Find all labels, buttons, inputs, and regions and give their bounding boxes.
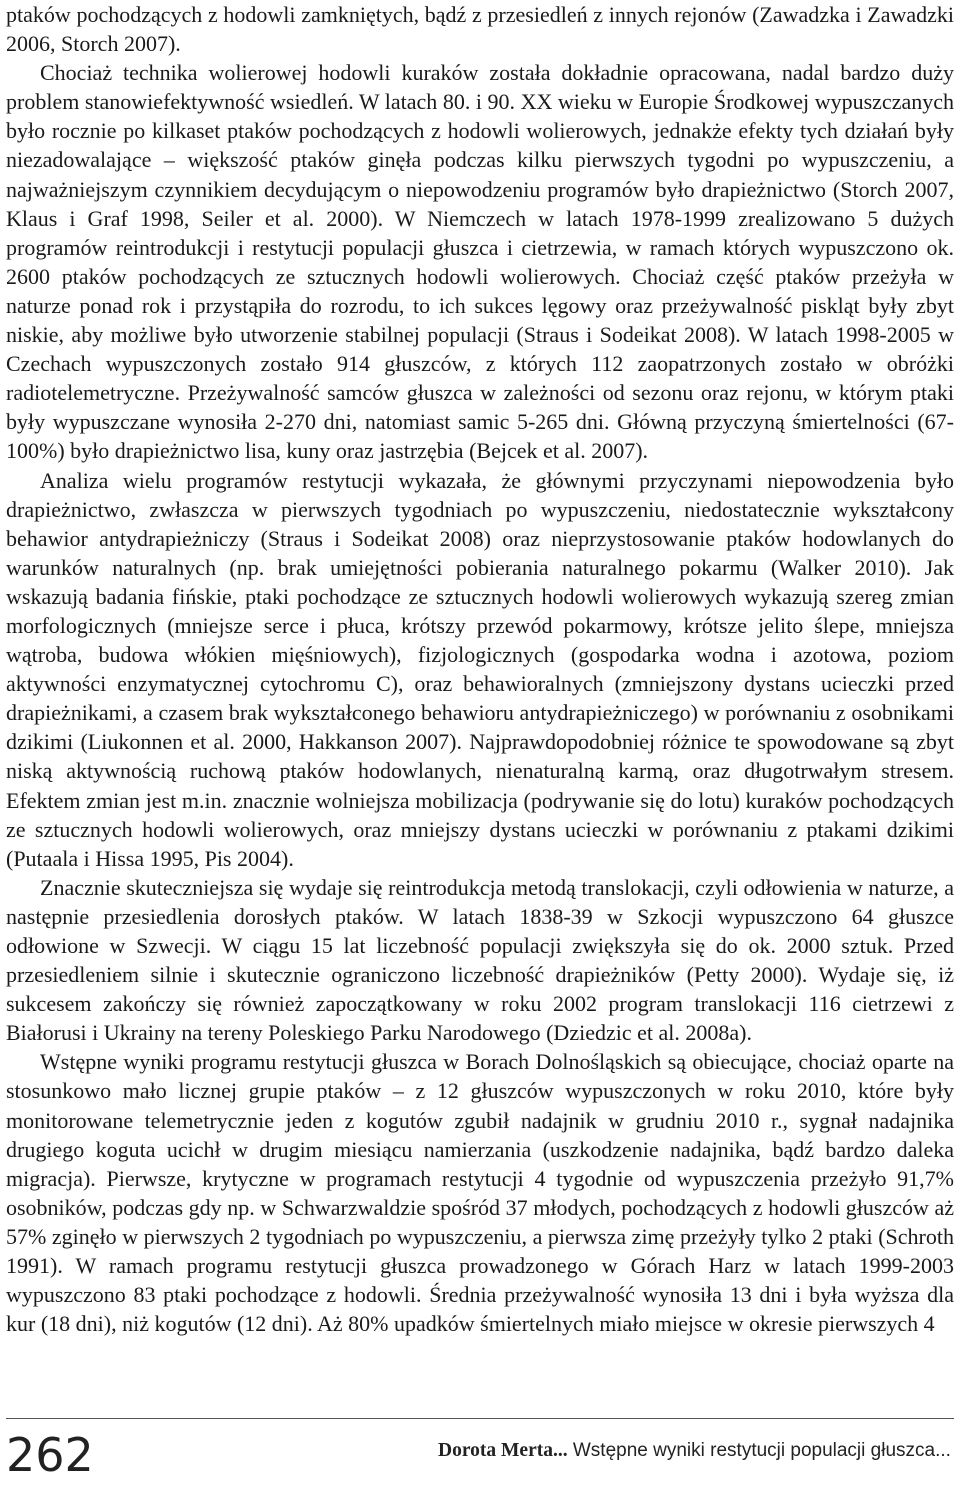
paragraph: Znacznie skuteczniejsza się wydaje się reintrodukcja metodą translokacji, czyli odłowienia w naturze, a następnie przesiedlenia dorosłych ptaków. W latach 1838-39 w Szkocji wypuszczono 64 głuszce odłowione w Szwecji. W ciągu 15 lat liczebność populacji zwiększyła się do ok. 2000 sztuk. Przed przesiedleniem silnie i skutecznie ograniczono liczebność drapieżników (Petty 2000). Wydaje się, iż sukcesem zakończy się również zapoczątkowany w roku 2002 program translokacji 116 cietrzewi z Białorusi i Ukrainy na tereny Poleskiego Parku Narodowego (Dziedzic et al. 2008a). xyxy=(6,874,954,1046)
paragraph-continuation: ptaków pochodzących z hodowli zamkniętych, bądź z przesiedleń z innych rejonów (Zawadzka i Zawadzki 2006, Storch 2007). xyxy=(6,2,954,57)
running-footer xyxy=(438,1440,951,1462)
paragraph: Chociaż technika wolierowej hodowli kuraków została dokładnie opracowana, nadal bardzo duży problem stanowiefektywność wsiedleń. W latach 80. i 90. XX wieku w Europie Środkowej wypuszczanych było rocznie po kilkaset ptaków pochodzących z hodowli wolierowych, jednakże efekty tych działań były niezadowalające – większość ptaków ginęła podczas kilku pierwszych tygodni po wypuszczeniu, a najważniejszym czynnikiem decydującym o niepowodzeniu programów było drapieżnictwo (Storch 2007, Klaus i Graf 1998, Seiler et al. 2000). W Niemczech w latach 1978-1999 zrealizowano 5 dużych programów reintrodukcji i restytucji populacji głuszca i cietrzewia, w ramach których wypuszczono ok. 2600 ptaków pochodzących ze sztucznych hodowli wolierowych. Chociaż część ptaków przeżyła w naturze ponad rok i przystąpiła do rozrodu, to ich sukces lęgowy oraz przeżywalność piskląt były zbyt niskie, aby możliwe było utworzenie stabilnej populacji (Straus i Sodeikat 2008). W latach 1998-2005 w Czechach wypuszczonych zostało 914 głuszców, z których 112 zaopatrzonych zostało w obróżki radiotelemetryczne. Przeżywalność samców głuszca w zależności od sezonu oraz rejonu, w którym ptaki były wypuszczane wynosiła 2-270 dni, natomiast samic 5-265 dni. Główną przyczyną śmiertelności (67-100%) było drapieżnictwo lisa, kuny oraz jastrzębia (Bejcek et al. 2007). xyxy=(6,60,954,464)
paragraph: Wstępne wyniki programu restytucji głuszca w Borach Dolnośląskich są obiecujące, chociaż oparte na stosunkowo mało licznej grupie ptaków – z 12 głuszców wypuszczonych w roku 2010, które były monitorowane telemetrycznie jeden z kogutów zgubił nadajnik w grudniu 2010 r., sygnał nadajnika drugiego koguta ucichł w drugim miesiącu namierzania (uszkodzenie nadajnika, bądź bardzo daleka migracja). Pierwsze, krytyczne w programach restytucji 4 tygodnie od wypuszczenia przeżyło 91,7% osobników, podczas gdy np. w Schwarzwaldzie spośród 37 młodych, pochodzących z hodowli głuszców aż 57% zginęło w pierwszych 2 tygodniach po wypuszczeniu, a pierwsza zimę przeżyły tylko 2 ptaki (Schroth 1991). W ramach programu restytucji głuszca prowadzonego w Górach Harz w latach 1999-2003 wypuszczono 83 ptaki pochodzące z hodowli. Średnia przeżywalność wynosiła 13 dni i była wyższa dla kur (18 dni), niż kogutów (12 dni). Aż 80% upadków śmiertelnych miało miejsce w okresie pierwszych 4 xyxy=(6,1049,954,1337)
page-number: 262 xyxy=(6,1428,94,1482)
paragraph: Analiza wielu programów restytucji wykazała, że głównymi przyczynami niepowodzenia było drapieżnictwo, zwłaszcza w pierwszych tygodniach po wypuszczeniu, niedostatecznie wykształcony behawior antydrapieżniczy (Straus i Sodeikat 2008) oraz nieprzystosowanie ptaków hodowlanych do warunków naturalnych (np. brak umiejętności pobierania naturalnego pokarmu (Walker 2010). Jak wskazują badania fińskie, ptaki pochodzące ze sztucznych hodowli wolierowych wykazują szereg zmian morfologicznych (mniejsze serce i płuca, krótszy przewód pokarmowy, krótsze jelito ślepe, mniejsza wątroba, budowa włókien mięśniowych), fizjologicznych (gospodarka wodna i azotowa, poziom aktywności enzymatycznej cytochromu C), oraz behawioralnych (zmniejszony dystans ucieczki przed drapieżnikami, a czasem brak wykształconego behawioru antydrapieżniczego) w porównaniu z osobnikami dzikimi (Liukonnen et al. 2000, Hakkanson 2007). Najprawdopodobniej różnice te spowodowane są zbyt niską aktywnością ruchową ptaków hodowlanych, nienaturalną karmą, oraz długotrwałym stresem. Efektem zmian jest m.in. znacznie wolniejsza mobilizacja (podrywanie się do lotu) kuraków pochodzących ze sztucznych hodowli wolierowych, oraz mniejszy dystans ucieczki w porównaniu z ptakami dzikimi (Putaala i Hissa 1995, Pis 2004). xyxy=(6,467,954,871)
footer-title: Wstępne wyniki restytucji populacji głuszca... xyxy=(567,1440,951,1461)
footer-divider xyxy=(6,1418,954,1419)
footer-author: Dorota Merta... xyxy=(438,1440,568,1461)
body-text xyxy=(6,0,954,1338)
